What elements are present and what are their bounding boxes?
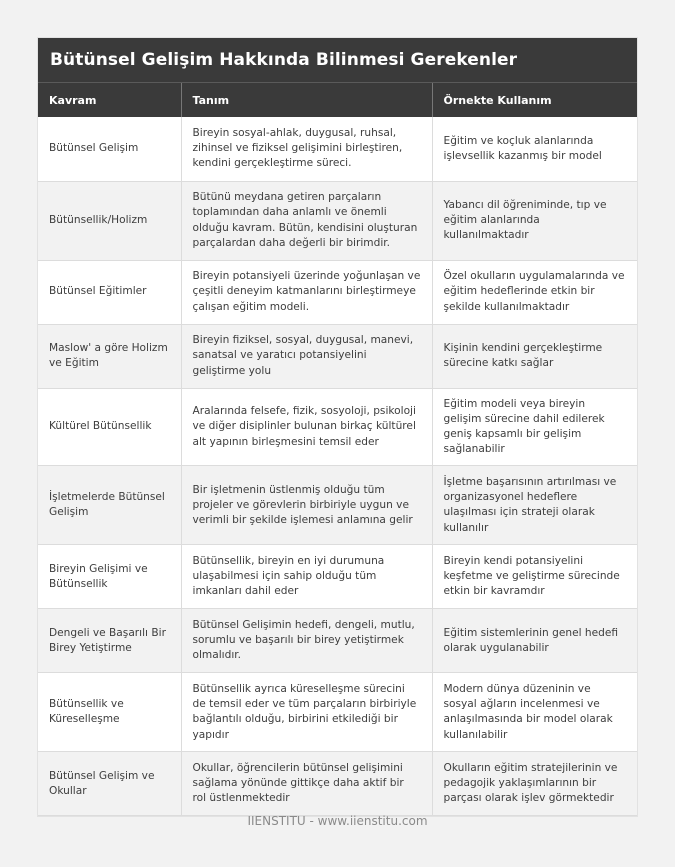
cell-kavram: Bireyin Gelişimi ve Bütünsellik [38, 545, 181, 609]
cell-tanim: Okullar, öğrencilerin bütünsel gelişimini sağlama yönünde gittikçe daha aktif bir rol üstlenmektedir [181, 752, 432, 816]
table-row [38, 117, 637, 181]
table-row [38, 260, 637, 324]
cell-tanim: Bireyin sosyal-ahlak, duygusal, ruhsal, zihinsel ve fiziksel gelişimini birleştiren, kendini gerçekleştirme süreci. [181, 117, 432, 181]
cell-ornek: İşletme başarısının artırılması ve organizasyonel hedeflere ulaşılması için strateji olarak kullanılır [432, 466, 637, 545]
table-row [38, 181, 637, 260]
table-title-bar [38, 38, 637, 83]
cell-kavram: Maslow' a göre Holizm ve Eğitim [38, 324, 181, 388]
table-row [38, 466, 637, 545]
cell-tanim: Bir işletmenin üstlenmiş olduğu tüm projeler ve görevlerin birbiriyle uygun ve verimli bir şekilde işlemesi anlamına gelir [181, 466, 432, 545]
cell-ornek: Özel okulların uygulamalarında ve eğitim hedeflerinde etkin bir şekilde kullanılmaktadır [432, 260, 637, 324]
table-row [38, 545, 637, 609]
header-row [38, 83, 637, 117]
cell-ornek: Yabancı dil öğreniminde, tıp ve eğitim alanlarında kullanılmaktadır [432, 181, 637, 260]
table-row [38, 324, 637, 388]
column-header-ornekte-kullanim: Örnekte Kullanım [432, 83, 637, 117]
cell-ornek: Eğitim ve koçluk alanlarında işlevsellik kazanmış bir model [432, 117, 637, 181]
table-row [38, 673, 637, 752]
column-header-kavram: Kavram [38, 83, 181, 117]
cell-tanim: Bütünsel Gelişimin hedefi, dengeli, mutlu, sorumlu ve başarılı bir birey yetiştirmek olmalıdır. [181, 609, 432, 673]
column-header-tanim: Tanım [181, 83, 432, 117]
table-row [38, 388, 637, 466]
cell-tanim: Bireyin fiziksel, sosyal, duygusal, manevi, sanatsal ve yaratıcı potansiyelini geliştirme yolu [181, 324, 432, 388]
cell-kavram: İşletmelerde Bütünsel Gelişim [38, 466, 181, 545]
cell-kavram: Bütünsellik/Holizm [38, 181, 181, 260]
table-title: Bütünsel Gelişim Hakkında Bilinmesi Gerekenler [50, 50, 518, 70]
table-header [38, 83, 637, 117]
concepts-table [38, 83, 637, 816]
cell-kavram: Kültürel Bütünsellik [38, 388, 181, 466]
cell-ornek: Eğitim modeli veya bireyin gelişim sürecine dahil edilerek geniş kapsamlı bir gelişim sağlanabilir [432, 388, 637, 466]
cell-ornek: Bireyin kendi potansiyelini keşfetme ve geliştirme sürecinde etkin bir kavramdır [432, 545, 637, 609]
cell-ornek: Kişinin kendini gerçekleştirme sürecine katkı sağlar [432, 324, 637, 388]
cell-kavram: Bütünsel Gelişim ve Okullar [38, 752, 181, 816]
cell-ornek: Okulların eğitim stratejilerinin ve pedagojik yaklaşımlarının bir parçası olarak işlev görmektedir [432, 752, 637, 816]
cell-kavram: Bütünsellik ve Küreselleşme [38, 673, 181, 752]
footer-credit: IIENSTITU - www.iienstitu.com [247, 814, 428, 828]
table-row [38, 752, 637, 816]
cell-tanim: Bireyin potansiyeli üzerinde yoğunlaşan ve çeşitli deneyim katmanlarını birleştirmeye çalışan eğitim modeli. [181, 260, 432, 324]
cell-ornek: Modern dünya düzeninin ve sosyal ağların incelenmesi ve anlaşılmasında bir model olarak kullanılabilir [432, 673, 637, 752]
cell-ornek: Eğitim sistemlerinin genel hedefi olarak uygulanabilir [432, 609, 637, 673]
cell-tanim: Aralarında felsefe, fizik, sosyoloji, psikoloji ve diğer disiplinler bulunan birkaç kültürel alt yapının birleşmesini temsil eder [181, 388, 432, 466]
table-body [38, 117, 637, 816]
table-card [38, 38, 637, 816]
cell-kavram: Dengeli ve Başarılı Bir Birey Yetiştirme [38, 609, 181, 673]
cell-kavram: Bütünsel Eğitimler [38, 260, 181, 324]
cell-tanim: Bütünsellik, bireyin en iyi durumuna ulaşabilmesi için sahip olduğu tüm imkanları dahil eder [181, 545, 432, 609]
cell-kavram: Bütünsel Gelişim [38, 117, 181, 181]
table-row [38, 609, 637, 673]
cell-tanim: Bütünü meydana getiren parçaların toplamından daha anlamlı ve önemli olduğu kavram. Bütün, kendisini oluşturan parçalardan daha değerli bir birimdir. [181, 181, 432, 260]
cell-tanim: Bütünsellik ayrıca küreselleşme sürecini de temsil eder ve tüm parçaların birbiriyle bağlantılı olduğu, birbirini etkilediği bir yapıdır [181, 673, 432, 752]
